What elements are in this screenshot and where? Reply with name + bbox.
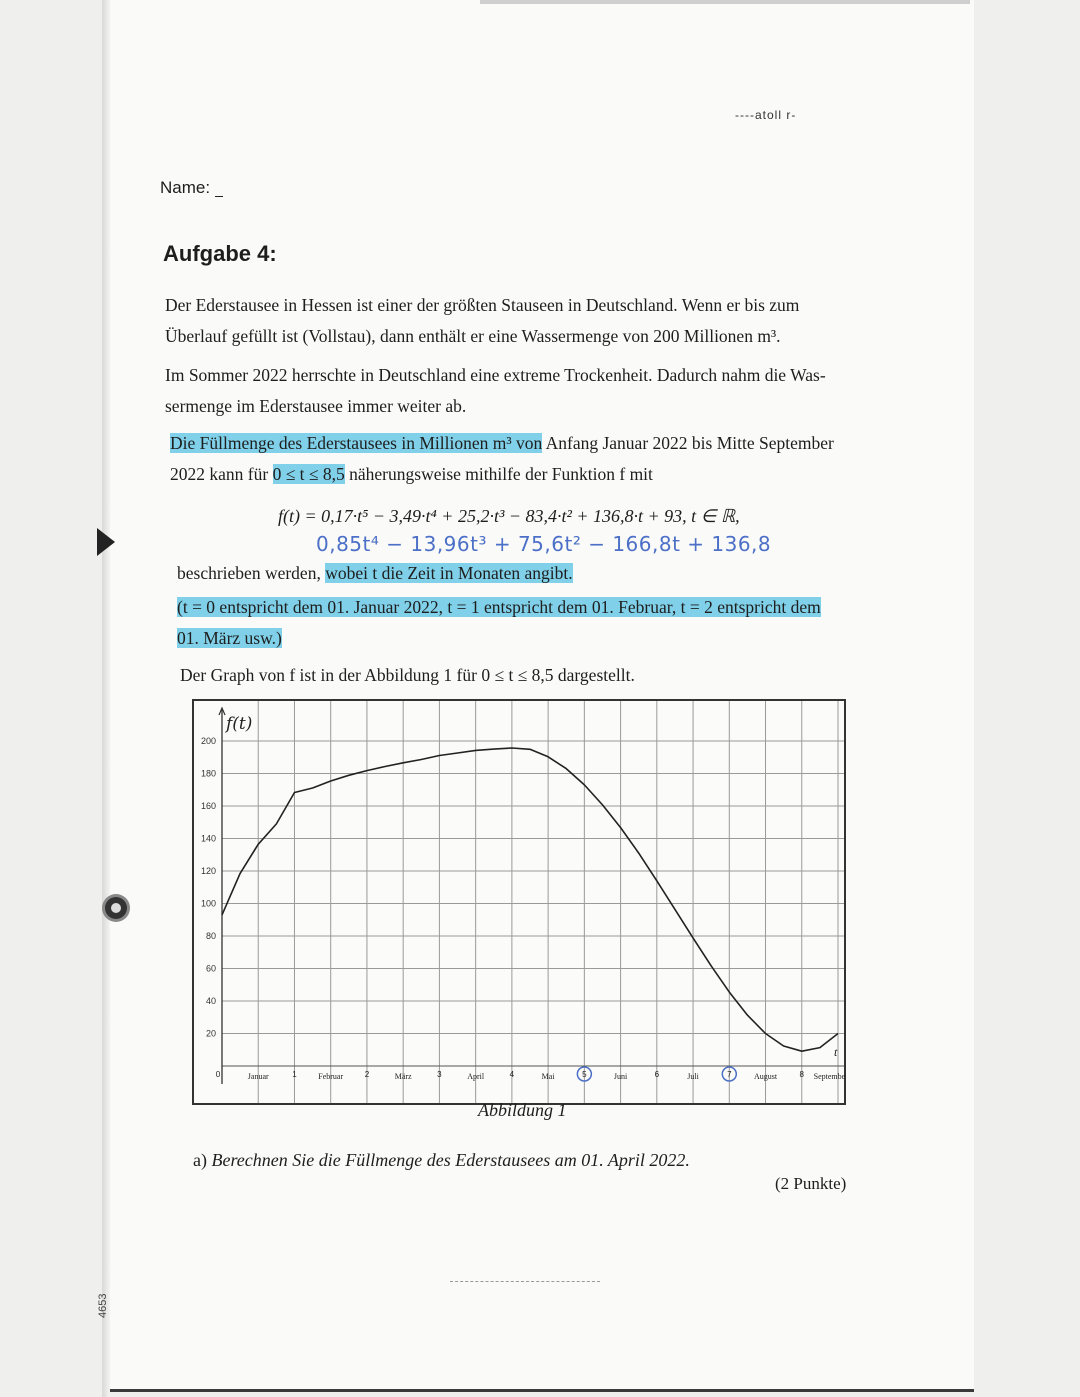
- x-axis-label: t: [834, 1045, 838, 1059]
- side-code: 4653: [97, 1293, 109, 1318]
- y-tick-label: 60: [205, 963, 216, 974]
- x-tick-label: 5: [582, 1070, 587, 1079]
- highlighted-text: (t = 0 entspricht dem 01. Januar 2022, t = 1 entspricht dem 01. Februar, t = 2 entspricht dem: [177, 597, 821, 617]
- x-month-label: Februar: [318, 1072, 344, 1081]
- text-line: Überlauf gefüllt ist (Vollstau), dann enthält er eine Wassermenge von 200 Millionen m³.: [165, 326, 781, 346]
- function-graph: [192, 699, 846, 1105]
- text-line: [177, 592, 867, 623]
- x-tick-label: 1: [292, 1070, 297, 1079]
- x-tick-label: 3: [437, 1070, 442, 1079]
- x-month-label: Juli: [687, 1072, 699, 1081]
- paragraph-function: [170, 428, 860, 490]
- x-tick-label: 0: [215, 1070, 221, 1079]
- scan-edge-mark: [480, 0, 970, 4]
- scan-marker-triangle: [97, 528, 115, 556]
- x-month-label: August: [753, 1072, 778, 1081]
- text-span: 2022 kann für: [170, 464, 273, 484]
- x-tick-label: 6: [654, 1070, 660, 1079]
- y-tick-label: 180: [200, 768, 216, 779]
- highlighted-domain: 0 ≤ t ≤ 8,5: [272, 464, 345, 484]
- x-month-label: April: [467, 1072, 485, 1081]
- x-month-label: Januar: [247, 1072, 269, 1081]
- text-line: [170, 459, 860, 490]
- question-a: [193, 1150, 690, 1171]
- header-corner-text: ----atoll r-: [735, 108, 797, 122]
- x-month-label: Mai: [541, 1072, 555, 1081]
- function-formula: f(t) = 0,17·t⁵ − 3,49·t⁴ + 25,2·t³ − 83,4·t² + 136,8·t + 93, t ∈ ℝ,: [278, 506, 740, 526]
- y-tick-label: 80: [205, 931, 216, 941]
- points-label: (2 Punkte): [775, 1174, 847, 1193]
- y-tick-label: 200: [200, 736, 216, 746]
- text-line: Der Ederstausee in Hessen ist einer der größten Stauseen in Deutschland. Wenn er bis zum: [165, 295, 800, 315]
- x-tick-label: 2: [364, 1070, 370, 1079]
- figure-caption: Abbildung 1: [478, 1100, 567, 1120]
- punch-hole-icon: [105, 897, 127, 919]
- x-month-label: März: [394, 1072, 412, 1081]
- x-tick-label: 7: [727, 1070, 732, 1079]
- text-line: [170, 428, 860, 459]
- paragraph-description: [177, 558, 867, 589]
- text-span: beschrieben werden,: [177, 563, 326, 583]
- question-text: Berechnen Sie die Füllmenge des Ederstausees am 01. April 2022.: [211, 1150, 690, 1170]
- paragraph-time-mapping: [177, 592, 867, 654]
- paragraph-drought: [165, 360, 855, 422]
- y-tick-label: 100: [200, 898, 216, 909]
- text-span: näherungsweise mithilfe der Funktion f mit: [344, 464, 653, 484]
- text-line: sermenge im Ederstausee immer weiter ab.: [165, 396, 467, 416]
- x-month-label: September: [813, 1072, 846, 1081]
- text-line: Im Sommer 2022 herrschte in Deutschland eine extreme Trockenheit. Dadurch nahm die Was-: [165, 365, 826, 385]
- x-tick-label: 4: [509, 1070, 515, 1079]
- y-tick-label: 140: [200, 833, 216, 844]
- footer-mark: [450, 1281, 600, 1284]
- x-month-label: Juni: [613, 1072, 628, 1081]
- paragraph-graph-ref: Der Graph von f ist in der Abbildung 1 für 0 ≤ t ≤ 8,5 dargestellt.: [180, 665, 635, 685]
- page-edge: [102, 0, 110, 1397]
- highlighted-text: 01. März usw.): [177, 628, 282, 648]
- text-span: Anfang Januar 2022 bis Mitte September: [542, 433, 834, 453]
- text-line: [177, 623, 867, 654]
- name-field-line[interactable]: [215, 196, 223, 197]
- y-tick-label: 40: [205, 996, 216, 1006]
- x-tick-label: 8: [799, 1070, 804, 1079]
- chart-figure: [192, 699, 846, 1110]
- highlighted-text: Die Füllmenge des Ederstausees in Millionen m³ von: [170, 433, 543, 453]
- task-title: Aufgabe 4:: [163, 241, 277, 266]
- question-label: a): [193, 1150, 207, 1170]
- handwritten-derivative: 0,85t⁴ − 13,96t³ + 75,6t² − 166,8t + 136,8: [316, 532, 772, 556]
- chart-frame: [193, 700, 845, 1104]
- y-tick-label: 20: [205, 1028, 216, 1039]
- text-line: [177, 558, 867, 589]
- y-axis-label: f(t): [226, 714, 253, 734]
- paragraph-intro: [165, 290, 855, 352]
- highlighted-text: wobei t die Zeit in Monaten angibt.: [325, 563, 573, 583]
- y-tick-label: 120: [200, 866, 216, 876]
- name-label: Name:: [160, 178, 211, 197]
- y-tick-label: 160: [200, 801, 216, 811]
